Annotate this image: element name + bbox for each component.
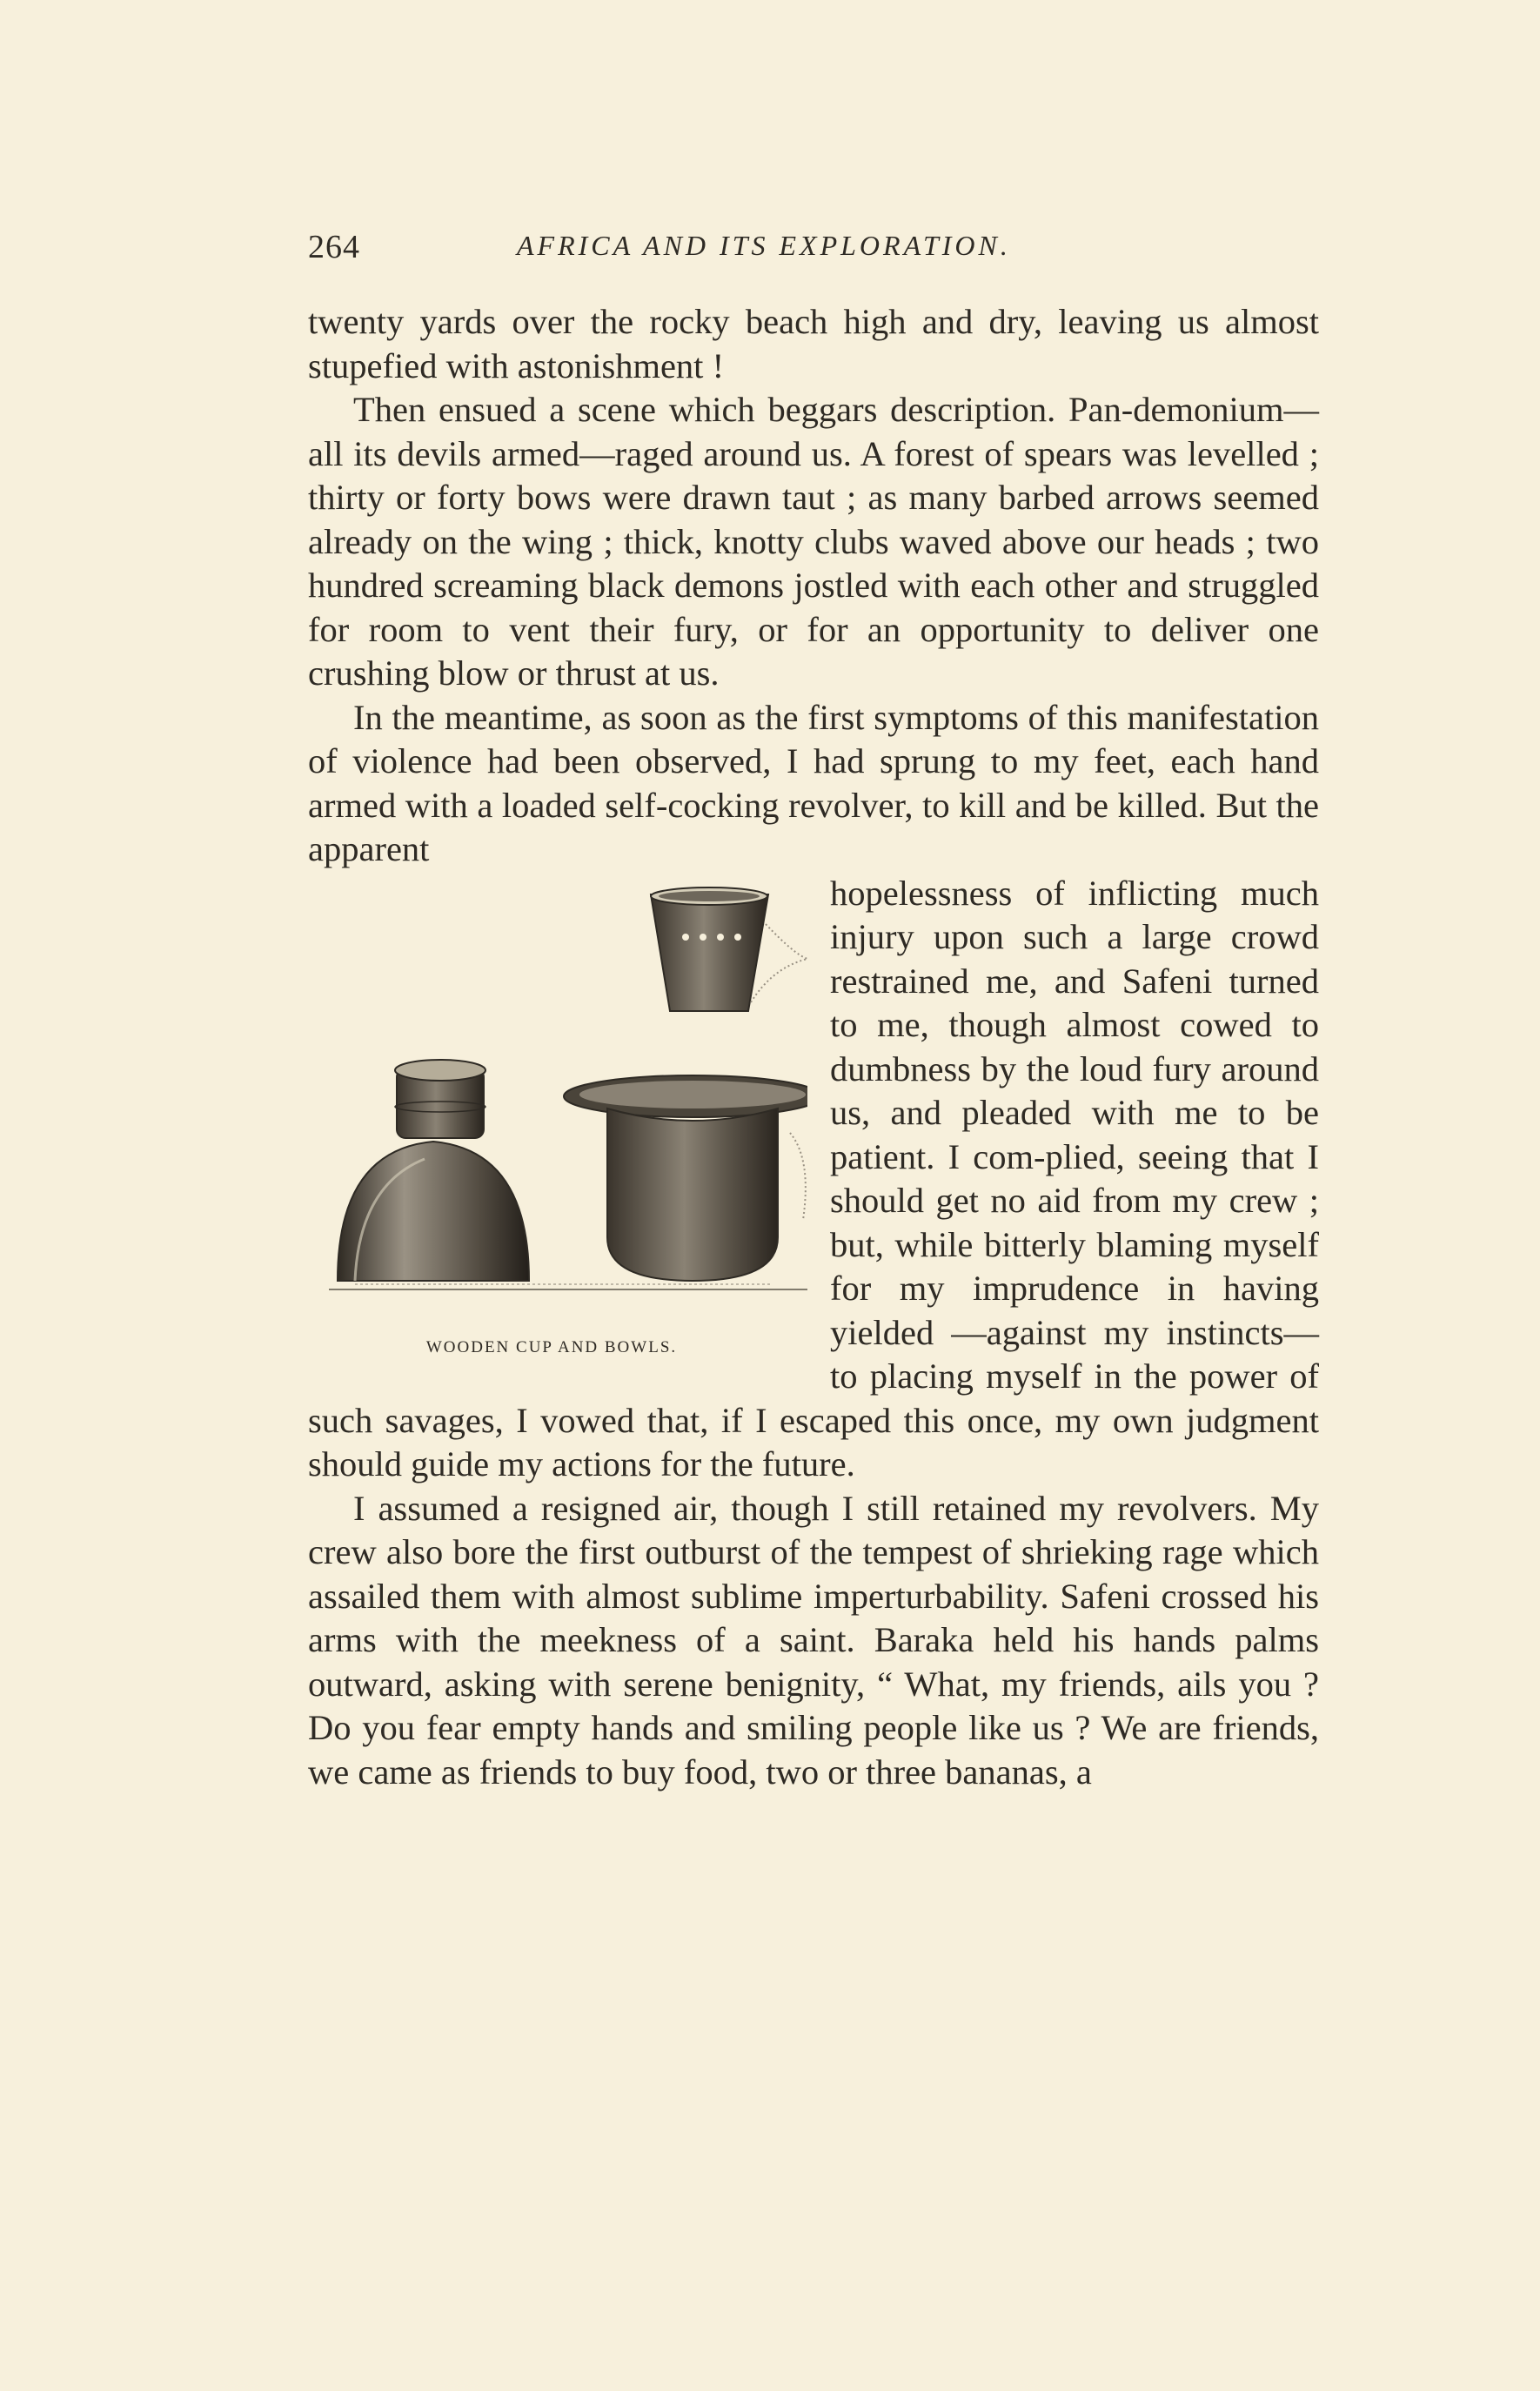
figure [308, 872, 830, 1394]
paragraph-4: I assumed a resigned air, though I still retained my revolvers. My crew also bore the first outburst of the tempest of shrieking rage which assailed them with almost sublime imperturbability. Safeni crossed his arms with the meekness of a saint. Baraka held his hands palms outward, asking with serene benignity, “ What, my friends, ails you ? Do you fear empty hands and smiling people like us ? We are friends, we came as friends to buy food, two or three bananas, a [308, 1488, 1319, 1792]
open-bowl [564, 1075, 807, 1281]
figure-caption: WOODEN CUP AND BOWLS. [425, 1337, 678, 1356]
paragraph-3-part-2: hopelessness of inflicting much injury upon such a large crowd restrained me, and Safeni turned to me, though almost cowed to dumbness by the loud fury around us, and pleaded with me to be patient. I com-plied, seeing that I should get no aid from my crew ; but, while bitterly blaming myself for my imprudence in having yielded —against my instincts—to placing myself in the power of such savages, I vowed that, if I escaped this once, my own judgment should guide my actions for the future. [308, 873, 1319, 1483]
wooden-cup-and-bowls-icon [320, 872, 807, 1333]
wooden-cup [651, 887, 807, 1011]
body-text [308, 300, 1319, 1794]
paragraph-1: twenty yards over the rocky beach high and dry, leaving us almost stupefied with astonishment ! [308, 302, 1319, 385]
running-title: AFRICA AND ITS EXPLORATION. [517, 230, 1011, 261]
page-number: 264 [308, 229, 360, 265]
paragraph-3-part-1: In the meantime, as soon as the first symptoms of this manifestation of violence had been observed, I had sprung to my feet, each hand armed with a loaded self-cocking revolver, to kill and be killed. But the apparent [308, 697, 1319, 868]
running-head [308, 228, 1319, 280]
paragraph-2: Then ensued a scene which beggars description. Pan-demonium—all its devils armed—raged around us. A forest of spears was levelled ; thirty or forty bows were drawn taut ; as many barbed arrows seemed already on the wing ; thick, knotty clubs waved above our heads ; two hundred screaming black demons jostled with each other and struggled for room to vent their fury, or for an opportunity to deliver one crushing blow or thrust at us. [308, 390, 1319, 693]
lidded-bowl [338, 1060, 529, 1281]
